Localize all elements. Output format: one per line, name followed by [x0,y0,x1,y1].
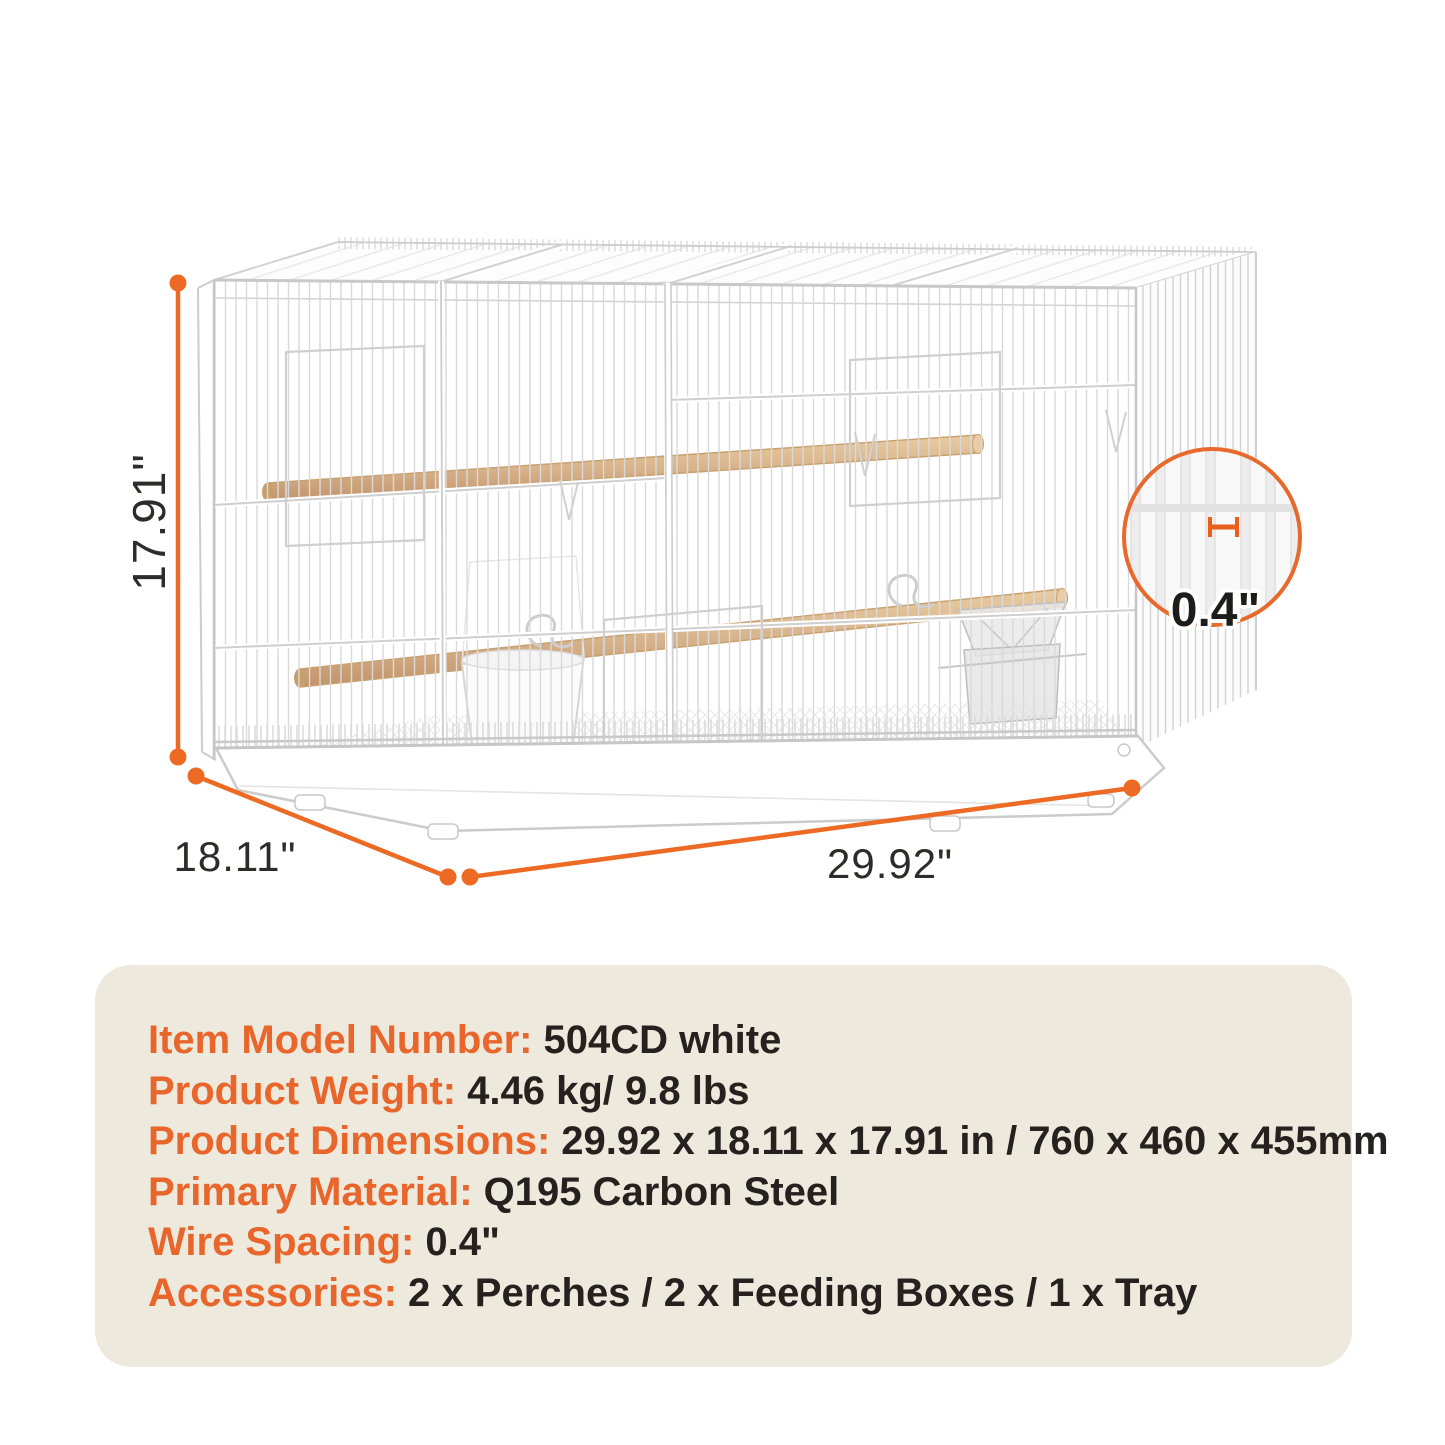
spec-label: Product Weight: [148,1068,457,1113]
spec-row-model [148,1015,1312,1066]
depth-dimension-label: 18.11" [173,833,297,880]
spec-value: 4.46 kg/ 9.8 lbs [467,1068,750,1113]
spec-row-wire-spacing [148,1217,1312,1268]
spec-label: Item Model Number: [148,1018,533,1062]
spec-value: 2 x Perches / 2 x Feeding Boxes / 1 x Tray [408,1270,1198,1315]
spec-value: 504CD white [543,1018,782,1062]
wire-spacing-label: 0.4" [1170,584,1261,637]
spec-value: Q195 Carbon Steel [483,1169,840,1214]
base-tray [216,736,1164,839]
spec-panel [95,965,1389,1367]
width-dimension-label: 29.92" [826,840,953,887]
spec-label: Wire Spacing: [148,1220,415,1264]
spec-value: 0.4" [425,1220,500,1264]
spec-row-weight [148,1066,1312,1117]
height-dimension-label: 17.91" [123,453,175,591]
spec-label: Accessories: [148,1270,398,1315]
spec-row-dimensions [148,1116,1389,1167]
spec-label: Product Dimensions: [148,1119,551,1163]
spec-row-material [148,1167,1312,1218]
spec-label: Primary Material: [148,1169,473,1214]
spec-value: 29.92 x 18.11 x 17.91 in / 760 x 460 x 455mm [561,1119,1389,1163]
spec-row-accessories [148,1268,1312,1319]
